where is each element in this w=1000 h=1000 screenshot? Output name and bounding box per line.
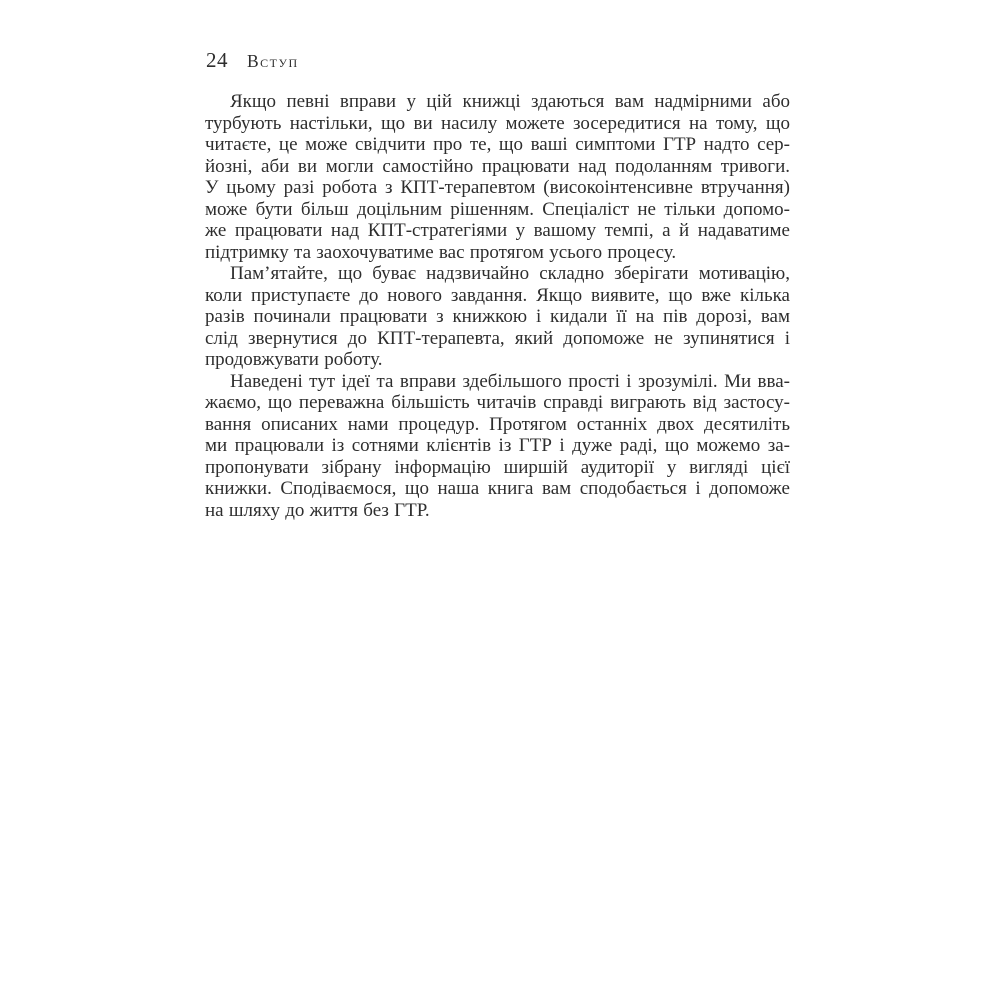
text-line: пропонувати зібрану інформацію ширшій аудиторії у вигляді цієї [205,456,790,478]
paragraph [205,91,790,263]
text-line: йозні, аби ви могли самостійно працювати над подоланням тривоги. [205,155,790,177]
text-line: слід звернутися до КПТ-терапевта, який допоможе не зупинятися і [205,327,790,349]
running-header [206,48,299,73]
page-number: 24 [206,48,228,72]
text-line: на шляху до життя без ГТР. [205,499,430,521]
text-line: турбують настільки, що ви насилу можете зосередитися на тому, що [205,112,790,134]
text-line: Якщо певні вправи у цій книжці здаються вам надмірними або [230,91,790,112]
text-line: книжки. Сподіваємося, що наша книга вам сподобається і допоможе [205,478,790,499]
paragraph [205,371,790,522]
text-line: підтримку та заохочуватиме вас протягом усього процесу. [205,241,677,263]
text-line: же працювати над КПТ-стратегіями у вашому темпі, а й надаватиме [205,220,790,241]
text-line: може бути більш доцільним рішенням. Спеціаліст не тільки допомо- [205,198,790,220]
text-line: жаємо, що переважна більшість читачів справді виграють від застосу- [205,392,790,413]
text-line: вання описаних нами процедур. Протягом останніх двох десятиліть [205,413,790,435]
text-line: У цьому разі робота з КПТ-терапевтом (високоінтенсивне втручання) [205,177,790,198]
body-text [205,91,790,521]
text-line: читаєте, це може свідчити про те, що ваші симптоми ГТР надто сер- [205,134,790,155]
text-line: продовжувати роботу. [205,349,383,370]
text-line: разів починали працювати з книжкою і кидали її на пів дорозі, вам [205,306,790,327]
running-head-title: Вступ [247,51,299,71]
text-line: Наведені тут ідеї та вправи здебільшого прості і зрозумілі. Ми вва- [230,370,790,392]
paragraph [205,263,790,371]
text-line: коли приступаєте до нового завдання. Якщо виявите, що вже кілька [205,284,790,306]
text-line: Пам’ятайте, що буває надзвичайно складно зберігати мотивацію, [230,263,790,284]
text-line: ми працювали із сотнями клієнтів із ГТР і дуже раді, що можемо за- [205,435,790,456]
